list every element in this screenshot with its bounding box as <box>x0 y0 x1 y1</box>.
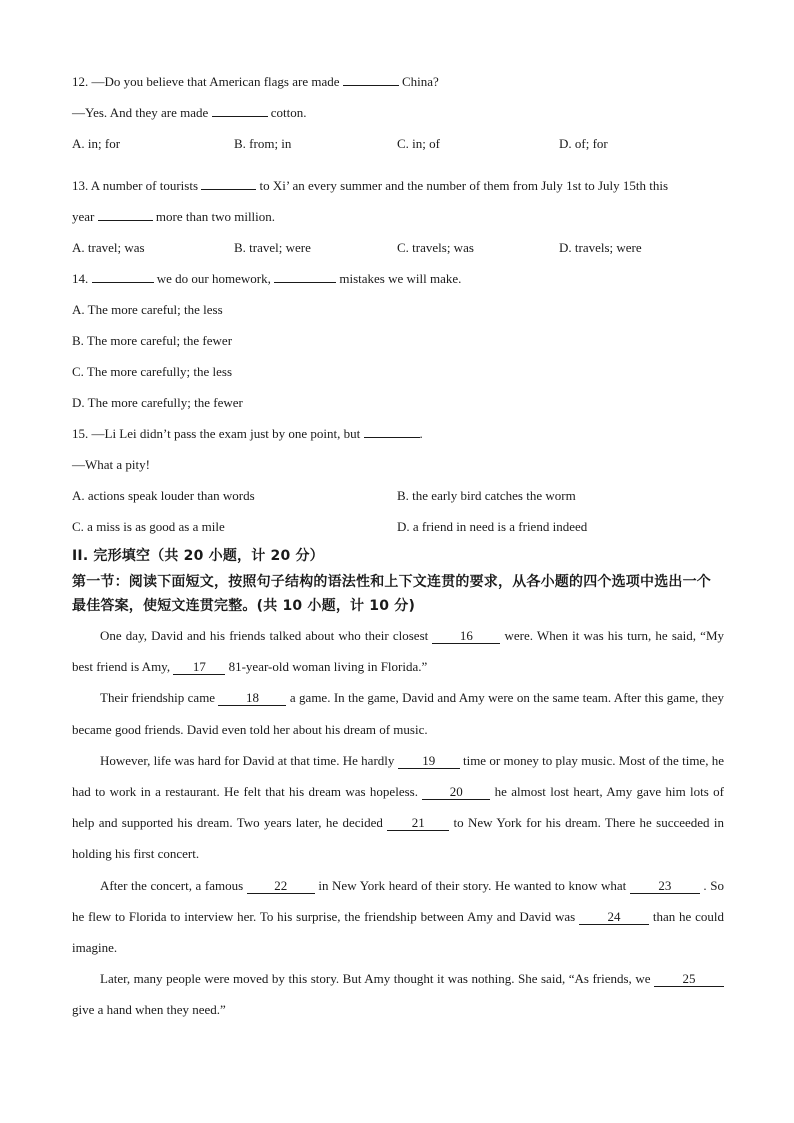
answer-blank <box>212 105 268 117</box>
q14-text: we do our homework, <box>153 271 275 286</box>
q15-option-b: B. the early bird catches the worm <box>397 488 576 503</box>
q15-stem-line1 <box>72 418 724 449</box>
q15-stem-line2: —What a pity! <box>72 457 150 472</box>
q13-option-c: C. travels; was <box>397 240 474 255</box>
passage-text: give a hand when they need.” <box>72 1002 226 1018</box>
q12-option-a: A. in; for <box>72 136 121 151</box>
passage-text: However, life was hard for David at that time. He hardly <box>100 752 398 768</box>
passage-text: were. When it was his turn, he said, “My best friend is Amy, <box>72 628 724 675</box>
cloze-blank-22: 22 <box>247 879 315 894</box>
q12-stem-line1 <box>72 66 724 97</box>
passage-text: to New York for his dream. There he succeeded in holding his first concert. <box>72 815 724 862</box>
cloze-blank-25: 25 <box>654 972 724 987</box>
q12-stem-line2 <box>72 97 724 128</box>
passage-text: 81-year-old woman living in Florida.” <box>225 659 428 675</box>
passage-text: than he could imagine. <box>72 908 724 956</box>
passage-paragraph-1 <box>72 620 724 682</box>
cloze-blank-17: 17 <box>173 660 225 675</box>
q15-text: . <box>419 426 423 441</box>
q12-text: cotton. <box>267 105 307 120</box>
passage-text: After the concert, a famous <box>100 877 247 893</box>
q12-text: China? <box>398 74 439 89</box>
passage-text: he almost lost heart, Amy gave him lots of help and supported his dream. Two years later, he decided <box>72 784 724 831</box>
q13-text: more than two million. <box>152 209 276 224</box>
q15-option-a: A. actions speak louder than words <box>72 488 255 503</box>
q14-option-b: B. The more careful; the fewer <box>72 333 233 348</box>
q12-option-b: B. from; in <box>234 136 292 151</box>
answer-blank <box>92 271 154 283</box>
q15-option-c: C. a miss is as good as a mile <box>72 519 225 534</box>
q12-option-d: D. of; for <box>559 136 608 151</box>
passage-text: Later, many people were moved by this story. But Amy thought it was nothing. She said, “As friends, we <box>100 971 654 987</box>
answer-blank <box>98 209 153 221</box>
passage-text: One day, David and his friends talked about who their closest <box>100 628 433 643</box>
q14-text: 14. <box>72 271 92 286</box>
q14-stem <box>72 263 724 294</box>
q13-option-d: D. travels; were <box>559 240 642 255</box>
q13-stem-line2 <box>72 201 724 232</box>
exam-page <box>72 66 724 1026</box>
passage-paragraph-5 <box>72 963 724 1025</box>
passage-text: a game. In the game, David and Amy were on the same team. After this game, they became good friends. David even told her about his dream of music. <box>72 690 724 737</box>
passage-text: in New York heard of their story. He wanted to know what <box>314 877 630 893</box>
cloze-blank-16: 16 <box>432 629 500 644</box>
q12-text: —Yes. And they are made <box>72 105 212 120</box>
passage-text: Their friendship came <box>100 690 219 706</box>
cloze-blank-20: 20 <box>422 785 490 800</box>
cloze-blank-24: 24 <box>579 910 649 925</box>
cloze-blank-19: 19 <box>398 754 460 769</box>
q15-options-row1 <box>72 480 724 511</box>
section-instruction: 第一节：阅读下面短文，按照句子结构的语法性和上下文连贯的要求，从各小题的四个选项中选出一个最佳答案，使短文连贯完整。(共 10 小题，计 10 分) <box>72 574 711 614</box>
q14-text: mistakes we will make. <box>336 271 462 286</box>
q13-options <box>72 232 724 263</box>
answer-blank <box>364 426 420 438</box>
q13-text: to Xi’ an every summer and the number of them from July 1st to July 15th this <box>256 178 669 193</box>
q15-text: 15. —Li Lei didn’t pass the exam just by one point, but <box>72 426 364 441</box>
q13-option-a: A. travel; was <box>72 240 145 255</box>
cloze-blank-21: 21 <box>387 816 449 831</box>
cloze-blank-23: 23 <box>630 879 700 894</box>
answer-blank <box>201 178 256 190</box>
q15-option-d: D. a friend in need is a friend indeed <box>397 519 588 534</box>
q13-stem-line1 <box>72 170 724 201</box>
q13-option-b: B. travel; were <box>234 240 311 255</box>
passage-text: time or money to play music. Most of the time, he had to work in a restaurant. He felt that his dream was hopeless. <box>72 752 724 800</box>
q13-text: 13. A number of tourists <box>72 178 202 193</box>
q15-options-row2 <box>72 511 724 542</box>
cloze-blank-18: 18 <box>218 691 286 706</box>
passage-paragraph-3 <box>72 745 724 870</box>
section-title: II. 完形填空（共 20 小题，计 20 分） <box>72 548 324 564</box>
q14-option-d: D. The more carefully; the fewer <box>72 395 243 410</box>
answer-blank <box>343 74 399 86</box>
passage-paragraph-4 <box>72 870 724 964</box>
q12-text: 12. —Do you believe that American flags are made <box>72 74 343 89</box>
passage-paragraph-2 <box>72 682 724 744</box>
q12-option-c: C. in; of <box>397 136 440 151</box>
q12-options <box>72 128 724 159</box>
answer-blank <box>274 271 336 283</box>
q14-option-a: A. The more careful; the less <box>72 302 223 317</box>
q13-text: year <box>72 209 98 224</box>
q14-option-c: C. The more carefully; the less <box>72 364 233 379</box>
passage-text: . So he flew to Florida to interview her. To his surprise, the friendship between Amy and David was <box>72 877 724 924</box>
